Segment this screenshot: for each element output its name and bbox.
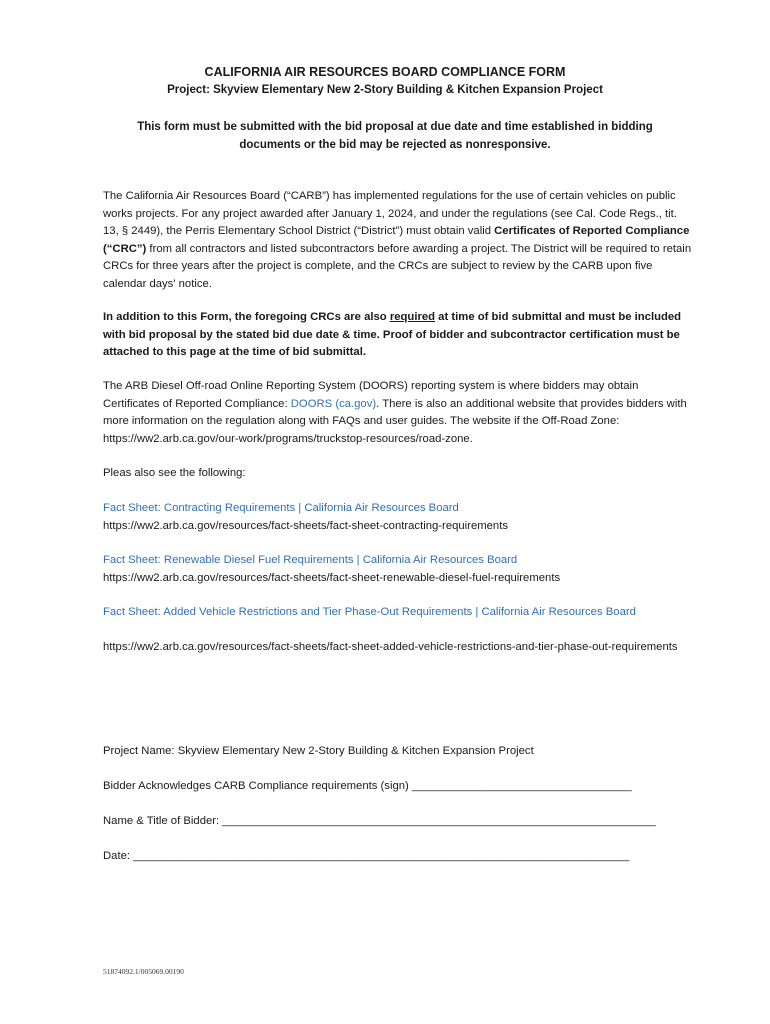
fact-sheet-link[interactable]: Fact Sheet: Renewable Diesel Fuel Requirements | California Air Resources Board xyxy=(103,554,518,566)
name-title-field[interactable]: _____________________________________________________________________ xyxy=(222,815,656,827)
date-field[interactable]: _______________________________________________________________________________ xyxy=(133,850,630,862)
doors-link[interactable]: DOORS (ca.gov) xyxy=(290,397,377,410)
doors-paragraph xyxy=(103,378,693,448)
document-footer-id: 51874092.1/005069.00190 xyxy=(103,967,184,976)
see-also-text: Pleas also see the following: xyxy=(103,467,246,479)
intro-text-b: from all contractors and listed subcontractors before awarding a project. The District will be required to retain CRCs for three years after the project is complete, and the CRCs are subject to review by the CARB upon five calendar days' notice. xyxy=(103,242,692,290)
requirement-underlined: required xyxy=(389,311,436,323)
fact-sheet-url: https://ww2.arb.ca.gov/resources/fact-sheets/fact-sheet-added-vehicle-restrictions-and-tier-phase-out-requirements xyxy=(103,640,678,653)
fact-sheet-item xyxy=(103,500,693,535)
intro-paragraph xyxy=(103,188,693,293)
signature-field[interactable]: ___________________________________ xyxy=(411,780,632,792)
project-subtitle: Project: Skyview Elementary New 2-Story Building & Kitchen Expansion Project xyxy=(167,84,603,96)
fact-sheet-item xyxy=(103,604,693,656)
form-title: CALIFORNIA AIR RESOURCES BOARD COMPLIANCE FORM xyxy=(204,65,566,79)
intro-text-a: The California Air Resources Board (“CARB”) has implemented regulations for the use of certain vehicles on public works projects. For any project awarded after January 1, 2024, and under the regulations (see Cal. Code Regs., tit. 13, § 2449), the Perris Elementary School District (“District”) must obtain valid xyxy=(103,190,677,237)
doors-text-b: . There is also an additional website that provides bidders with more information on the regulation along with FAQs and user guides. The website if the Off-Road Zone: https://ww2.arb.ca.gov/our-work/programs/truckstop-resources/road-zone. xyxy=(103,397,687,445)
submission-notice: This form must be submitted with the bid proposal at due date and time established in bidding documents or the bid may be rejected as nonresponsive. xyxy=(137,121,653,151)
doors-text-a: The ARB Diesel Off-road Online Reporting System (DOORS) reporting system is where bidders may obtain Certificates of Reported Compliance: xyxy=(103,380,639,410)
fact-sheet-item xyxy=(103,552,693,587)
requirement-text-b: at time of bid submittal and must be included with bid proposal by the stated bid due date & time. Proof of bidder and subcontractor certification must be attached to this page at the time of bid submittal. xyxy=(103,311,682,358)
project-name-line: Project Name: Skyview Elementary New 2-Story Building & Kitchen Expansion Project xyxy=(103,745,534,757)
requirement-paragraph xyxy=(103,309,693,362)
date-label: Date: xyxy=(103,850,134,862)
acknowledge-label: Bidder Acknowledges CARB Compliance requirements (sign) xyxy=(103,780,412,792)
name-title-line xyxy=(103,813,703,830)
name-title-label: Name & Title of Bidder: xyxy=(103,815,223,827)
intro-crc-term: Certificates of Reported Compliance (“CRC”) xyxy=(103,225,690,255)
requirement-text-a: In addition to this Form, the foregoing CRCs are also xyxy=(103,311,390,323)
fact-sheet-url: https://ww2.arb.ca.gov/resources/fact-sheets/fact-sheet-contracting-requirements xyxy=(103,519,508,532)
acknowledge-line xyxy=(103,778,703,795)
fact-sheet-link[interactable]: Fact Sheet: Contracting Requirements | California Air Resources Board xyxy=(103,502,459,514)
fact-sheet-url: https://ww2.arb.ca.gov/resources/fact-sheets/fact-sheet-renewable-diesel-fuel-requirements xyxy=(103,571,561,584)
date-line xyxy=(103,848,703,865)
fact-sheet-link[interactable]: Fact Sheet: Added Vehicle Restrictions and Tier Phase-Out Requirements | California Air Resources Board xyxy=(103,606,636,618)
